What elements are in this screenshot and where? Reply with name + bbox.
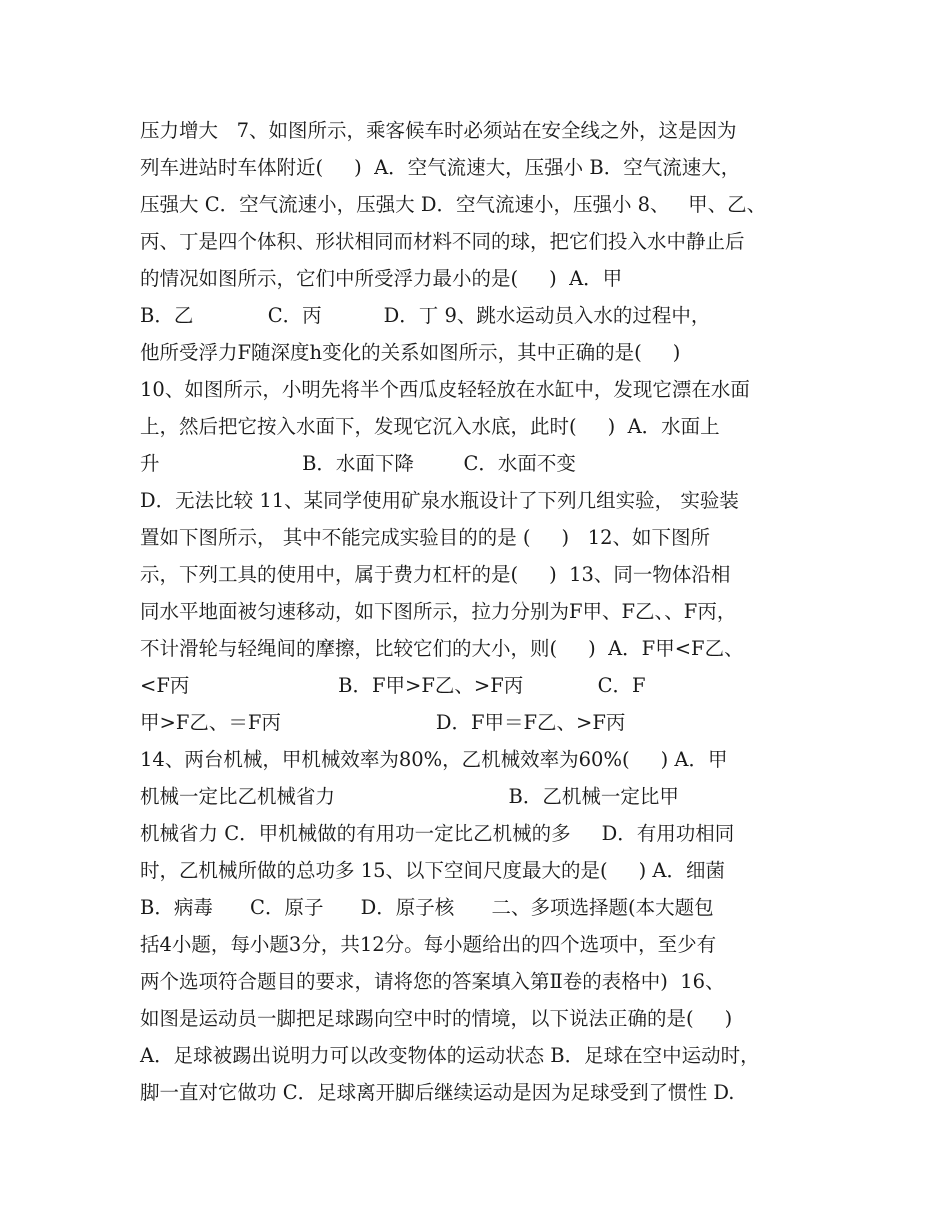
text-line: 时，乙机械所做的总功多 15、以下空间尺度最大的是( ) A．细菌 [140,859,726,882]
text-line: 示，下列工具的使用中，属于费力杠杆的是( ) 13、同一物体沿相 [140,563,731,586]
text-line: A．足球被踢出说明力可以改变物体的运动状态 B．足球在空中运动时， [140,1044,760,1067]
text-line: D．无法比较 11、某同学使用矿泉水瓶设计了下列几组实验， 实验装 [140,489,739,512]
text-line: 的情况如图所示，它们中所受浮力最小的是( ) A．甲 [140,267,623,290]
text-line: 括4小题，每小题3分，共12分。每小题给出的四个选项中，至少有 [140,933,717,956]
text-line: 置如下图所示， 其中不能完成实验目的的是 ( ) 12、如下图所 [140,526,711,549]
text-line: B．乙 C．丙 D．丁 9、跳水运动员入水的过程中， [140,304,711,327]
text-line: 不计滑轮与轻绳间的摩擦，比较它们的大小，则( ) A．F甲<F乙、 [140,637,744,660]
text-line: <F丙 B．F甲>F乙、>F丙 C．F [140,674,646,697]
text-line: 10、如图所示，小明先将半个西瓜皮轻轻放在水缸中，发现它漂在水面 [140,378,750,401]
text-line: 如图是运动员一脚把足球踢向空中时的情境，以下说法正确的是( ) [140,1007,733,1030]
text-line: 压强大 C．空气流速小，压强大 D．空气流速小，压强小 8、 甲、乙、 [140,193,767,216]
text-line: 脚一直对它做功 C．足球离开脚后继续运动是因为足球受到了惯性 D. [140,1081,735,1104]
text-line: 升 B．水面下降 C．水面不变 [140,452,576,475]
text-line: 丙、丁是四个体积、形状相同而材料不同的球，把它们投入水中静止后 [140,230,745,253]
text-line: 机械一定比乙机械省力 B．乙机械一定比甲 [140,785,679,808]
text-line: B．病毒 C．原子 D．原子核 二、多项选择题(本大题包 [140,896,714,919]
text-line: 14、两台机械，甲机械效率为80%，乙机械效率为60%( ) A．甲 [140,748,728,771]
text-line: 他所受浮力F随深度h变化的关系如图所示，其中正确的是( ) [140,341,681,364]
text-line: 列车进站时车体附近( ) A．空气流速大，压强小 B．空气流速大， [140,156,741,179]
text-line: 压力增大 7、如图所示，乘客候车时必须站在安全线之外，这是因为 [140,119,737,142]
text-line: 甲>F乙、＝F丙 D．F甲＝F乙、>F丙 [140,711,626,734]
text-line: 同水平地面被匀速移动，如下图所示，拉力分别为F甲、F乙、、F丙， [140,600,737,623]
text-line: 机械省力 C．甲机械做的有用功一定比乙机械的多 D．有用功相同 [140,822,735,845]
text-line: 上，然后把它按入水面下，发现它沉入水底，此时( ) A．水面上 [140,415,720,438]
text-line: 两个选项符合题目的要求，请将您的答案填入第Ⅱ卷的表格中) 16、 [140,970,725,993]
